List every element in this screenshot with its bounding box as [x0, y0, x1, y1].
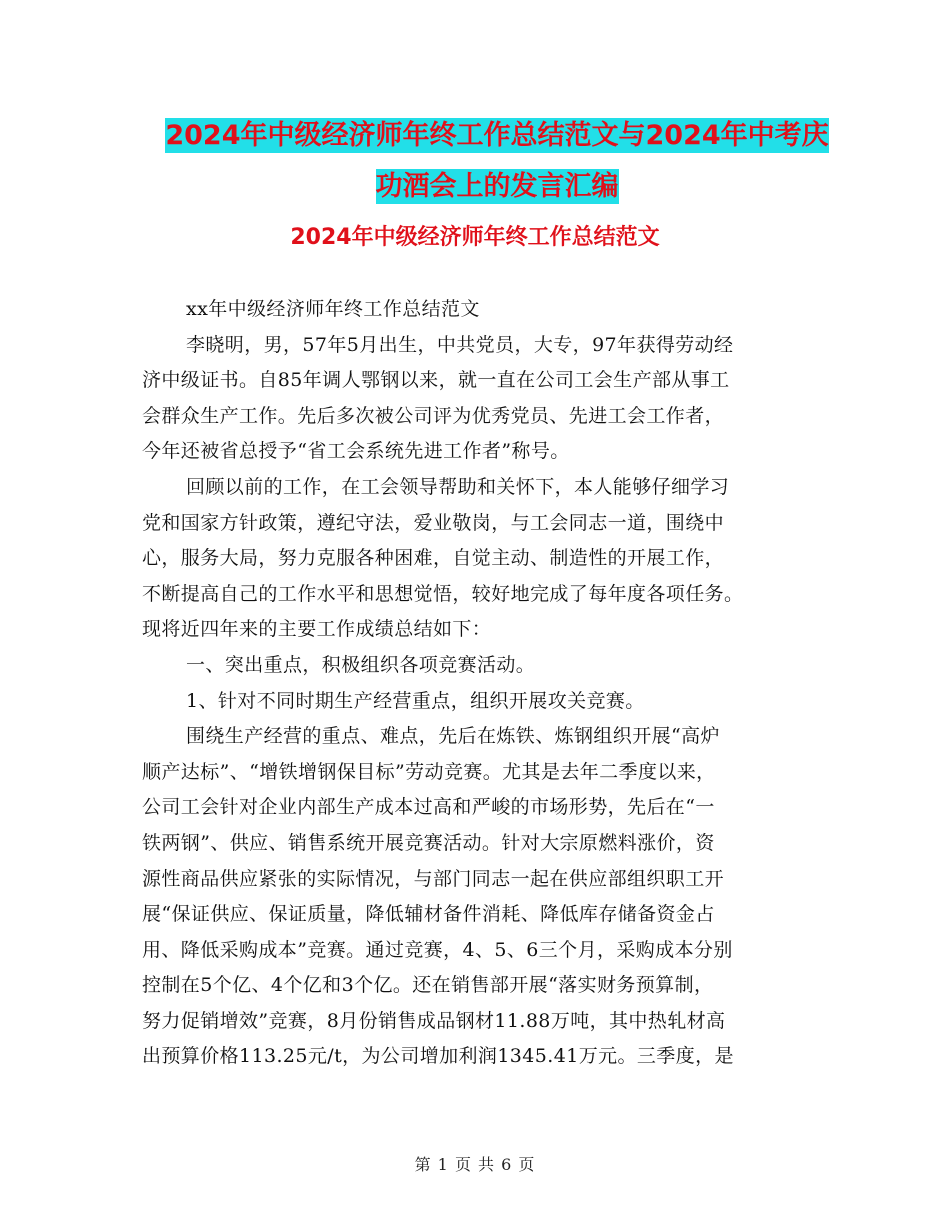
paragraph-line: 用、降低采购成本”竞赛。通过竞赛，4、5、6三个月，采购成本分别: [142, 938, 733, 961]
paragraph-line: 1、针对不同时期生产经营重点，组织开展攻关竞赛。: [186, 689, 645, 712]
paragraph-line: 济中级证书。自85年调人鄂钢以来，就一直在公司工会生产部从事工: [142, 369, 730, 392]
page-footer: 第 1 页 共 6 页: [414, 1155, 536, 1174]
paragraph-line: 公司工会针对企业内部生产成本过高和严峻的市场形势，先后在“一: [142, 796, 715, 819]
document-title-line-1: 2024年中级经济师年终工作总结范文与2024年中考庆: [165, 120, 829, 151]
paragraph-line: 围绕生产经营的重点、难点，先后在炼铁、炼钢组织开展“高炉: [186, 725, 720, 748]
paragraph-line: 铁两钢”、供应、销售系统开展竞赛活动。针对大宗原燃料涨价，资: [142, 831, 715, 854]
paragraph-line: 源性商品供应紧张的实际情况，与部门同志一起在供应部组织职工开: [142, 867, 725, 890]
paragraph-line: 展“保证供应、保证质量，降低辅材备件消耗、降低库存储备资金占: [142, 903, 715, 926]
paragraph-line: 努力促销增效”竞赛，8月份销售成品钢材11.88万吨，其中热轧材高: [142, 1009, 726, 1032]
paragraph-line: 回顾以前的工作，在工会领导帮助和关怀下，本人能够仔细学习: [186, 475, 730, 498]
paragraph-line: xx年中级经济师年终工作总结范文: [186, 298, 480, 320]
paragraph-line: 一、突出重点，积极组织各项竞赛活动。: [186, 653, 536, 676]
paragraph-line: 现将近四年来的主要工作成绩总结如下：: [142, 618, 492, 641]
paragraph-line: 出预算价格113.25元/t，为公司增加利润1345.41万元。三季度，是: [142, 1045, 734, 1068]
paragraph-line: 顺产达标”、“增铁增钢保目标”劳动竞赛。尤其是去年二季度以来，: [142, 760, 716, 783]
paragraph-line: 控制在5个亿、4个亿和3个亿。还在销售部开展“落实财务预算制，: [142, 974, 714, 997]
paragraph-line: 不断提高自己的工作水平和思想觉悟，较好地完成了每年度各项任务。: [142, 582, 744, 605]
document-title: [140, 110, 854, 212]
section-title: 2024年中级经济师年终工作总结范文: [290, 225, 660, 250]
paragraph-line: 会群众生产工作。先后多次被公司评为优秀党员、先进工会工作者，: [142, 404, 725, 427]
document-body: [142, 292, 808, 1075]
paragraph-line: 心，服务大局，努力克服各种困难，自觉主动、制造性的开展工作，: [142, 547, 725, 570]
paragraph-line: 今年还被省总授予“省工会系统先进工作者”称号。: [142, 440, 570, 463]
paragraph-line: 党和国家方针政策，遵纪守法，爱业敬岗，与工会同志一道，围绕中: [142, 511, 725, 534]
paragraph-line: 李晓明，男，57年5月出生，中共党员，大专，97年获得劳动经: [186, 333, 734, 356]
document-title-line-2: 功酒会上的发言汇编: [375, 171, 619, 202]
